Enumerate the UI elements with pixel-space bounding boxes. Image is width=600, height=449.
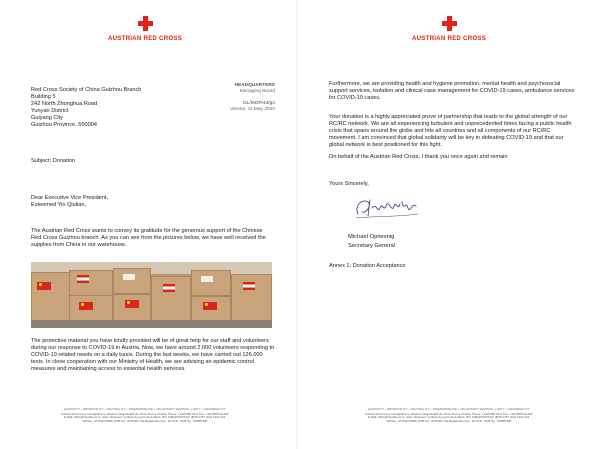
body-paragraph-2: The protective material you have kindly provided will be of great help for our staff and volunteers during our response to COVID-19 in Austria. Now, we have around 2.000 volunteers responding to COVID-19 related needs on a daily basis. During the last weeks, we have carried out 126.000 tests. In close cooperation with our Ministry of Health, we are advising an epidemic control measures and maintaining access to essential health services. [31,338,275,372]
page-divider [296,0,297,449]
recipient-line: Red Cross Society of China Guizhou Branch [31,87,142,93]
signatory-name: Michael Opriesnig [348,234,395,240]
footer-line: E-Mail: office@roteskreuz.at, www.roteskreuz.at, Bank Account: Erste Bank, BIC GIBAATWWXXX, IBAN AT57 2011 1400 144, [64,415,226,420]
letter-footer [304,408,594,424]
place-date: Vienna, 11 May 2020 [230,107,275,112]
logo-text: AUSTRIAN RED CROSS [411,35,487,42]
salutation-line: Esteemed Yin Qiulian, [31,201,87,208]
recipient-line: Building 5 [31,93,56,100]
body-paragraph-4: Your donation is a highly appreciated prove of partnership that leads to the global strength of our RC/RC network. We are all experiencing turbulent and unprecedented times facing a public health crisis that spans around the globe and hits all countries and all components of our RC/RC movement. I am convinced that global solidarity will be key in defeating COVID-19 and that our global network is best positioned for this fight. [329,114,572,148]
body-paragraph-5: On behalf of the Austrian Red Cross, I thank you once again and remain [329,154,508,160]
footer-line: VAT-No.: ATU16270905, DVR-No.: 0416061, FN-Registration-No.: SO 1131, ZVR-No.: 432857691 [386,419,512,424]
salutation-line: Dear Executive Vice President, [31,195,109,201]
movement-principles: HUMANITY • IMPARTIALITY • NEUTRALITY • INDEPENDENCE • VOLUNTARY SERVICE • UNITY • UNIVERSALITY [64,407,226,411]
recipient-line: Guizhou Province, 550004 [31,121,97,128]
movement-principles: HUMANITY • IMPARTIALITY • NEUTRALITY • INDEPENDENCE • VOLUNTARY SERVICE • UNITY • UNIVERSALITY [368,407,530,411]
body-paragraph-1: The Austrian Red Cross wants to convey its gratitude for the generous support of the Chinese Red Cross Guizhou branch. As you can see from the pictures below, we have well received the supplies from China in our warehouse. [31,228,266,248]
letter-page-1 [0,0,290,449]
reference-number: GL/MOP/44/go [243,101,275,106]
logo [304,16,594,42]
recipient-line: Guiyang City [31,114,64,121]
recipient-line: Yunyan District [31,107,69,114]
recipient-address [31,87,191,128]
footer-line: VAT-No.: ATU16270905, DVR-No.: 0416061, FN-Registration-No.: SO 1131, ZVR-No.: 432857691 [82,419,208,424]
warehouse-photo [31,262,272,328]
footer-line: Austrian Red Cross, Headquarters, Wiedner Hauptstraße 32, 1041 Vienna, Austria, Phone: +43/1/589 00-0, Fax: +43/1/589 00-199, [60,411,230,416]
signatory [348,233,395,250]
red-cross-icon [442,16,457,31]
recipient-line: 242 North Zhonghua Road [31,100,98,107]
letter-footer [0,408,290,424]
signature [352,192,422,224]
footer-line: E-Mail: office@roteskreuz.at, www.roteskreuz.at, Bank Account: Erste Bank, BIC GIBAATWWXXX, IBAN AT57 2011 1400 144, [368,415,530,420]
sender-office: HEADQUARTERS [234,83,275,88]
footer-line: Austrian Red Cross, Headquarters, Wiedner Hauptstraße 32, 1041 Vienna, Austria, Phone: +43/1/589 00-0, Fax: +43/1/589 00-199, [364,411,534,416]
body-paragraph-3: Furthermore, we are providing health and hygiene promotion, mental health and psychosocial support services, isolation and clinical case management for COVID-19 cases, ambulance services for COVID-19 cases. [329,81,575,101]
annex-note: Annex 1: Donation Acceptance [329,263,406,269]
salutation [31,195,108,209]
logo-text: AUSTRIAN RED CROSS [107,35,183,42]
subject-line: Subject: Donation [31,158,76,164]
closing: Yours Sincerely, [329,181,369,187]
letter-page-2 [304,0,594,449]
red-cross-icon [138,16,153,31]
logo [0,16,290,42]
sender-block [214,83,275,113]
signatory-title: Secretary General [348,242,396,249]
sender-department: Managing Board [239,89,275,94]
